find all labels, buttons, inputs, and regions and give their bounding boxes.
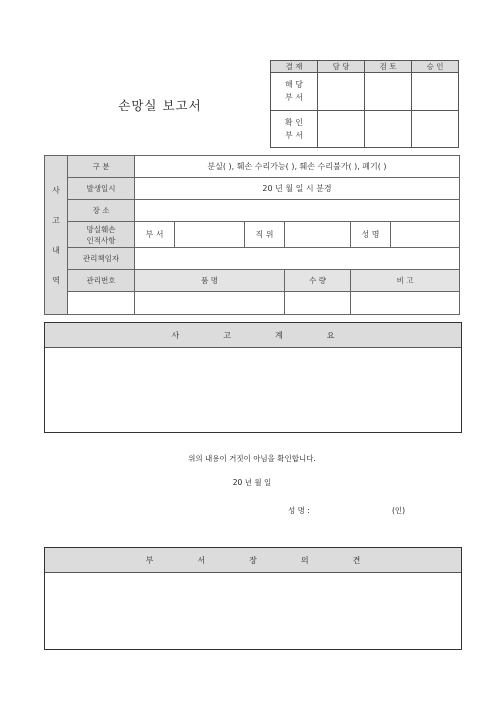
- approval-sign-cell[interactable]: [412, 73, 459, 111]
- approval-table: [270, 60, 459, 148]
- summary-header-char: 계: [275, 330, 283, 340]
- approval-sign-cell[interactable]: [365, 110, 412, 148]
- type-value[interactable]: 분실( ), 훼손 수리가능( ), 훼손 수리불가( ), 폐기( ): [135, 156, 460, 178]
- opinion-box: [44, 547, 462, 650]
- approval-row-label: [271, 110, 318, 148]
- incident-person-row: [45, 222, 460, 248]
- opinion-header: [45, 548, 461, 573]
- approval-header-cell: 담 당: [318, 61, 365, 73]
- approval-label-line: 부 서: [285, 93, 303, 103]
- approval-sign-cell[interactable]: [412, 110, 459, 148]
- place-field[interactable]: [135, 200, 460, 222]
- incident-side-label: [45, 156, 68, 315]
- person-label: [68, 222, 135, 248]
- approval-header-cell: 승 인: [412, 61, 459, 73]
- position-field[interactable]: [285, 222, 351, 248]
- summary-header-char: 요: [326, 330, 335, 340]
- name-field[interactable]: [391, 222, 460, 248]
- incident-date-row: [45, 178, 460, 200]
- approval-header-cell: 결 재: [271, 61, 318, 73]
- incident-manager-row: [45, 248, 460, 270]
- approval-sign-cell[interactable]: [318, 73, 365, 111]
- item-row: [45, 292, 460, 315]
- item-header-cell: 관리번호: [68, 270, 135, 292]
- item-header-cell: 품 명: [135, 270, 285, 292]
- opinion-header-char: 견: [352, 555, 361, 565]
- opinion-body[interactable]: [45, 573, 461, 648]
- side-char: 사: [52, 185, 60, 195]
- approval-label-line: 확 인: [285, 117, 303, 127]
- dept-field[interactable]: [175, 222, 245, 248]
- item-note-field[interactable]: [351, 292, 460, 315]
- approval-header-row: [271, 61, 459, 73]
- approval-label-line: 부 서: [285, 130, 303, 140]
- item-header-cell: 비 고: [351, 270, 460, 292]
- type-label: 구 분: [68, 156, 135, 178]
- date-label: 발생일시: [68, 178, 135, 200]
- side-char: 내: [52, 245, 60, 255]
- person-label-line: 인적사항: [86, 235, 116, 245]
- approval-sign-cell[interactable]: [365, 73, 412, 111]
- manager-field[interactable]: [135, 248, 460, 270]
- sign-label: 성 명 :: [288, 506, 310, 515]
- name-label: 성 명: [351, 222, 391, 248]
- item-qty-field[interactable]: [285, 292, 351, 315]
- summary-body[interactable]: [45, 348, 461, 431]
- seal-mark[interactable]: (인): [392, 506, 406, 515]
- approval-row: [271, 110, 459, 148]
- person-label-line: 망실훼손: [86, 224, 116, 234]
- approval-label-line: 해 당: [285, 80, 303, 90]
- opinion-header-char: 부: [145, 555, 154, 565]
- item-number-field[interactable]: [68, 292, 135, 315]
- side-char: 역: [52, 275, 60, 285]
- approval-row-label: [271, 73, 318, 111]
- confirm-statement: 위의 내용이 거짓이 아님을 확인합니다.: [188, 454, 316, 463]
- summary-box: [44, 322, 462, 433]
- approval-header-cell: 검 토: [365, 61, 412, 73]
- incident-type-row: [45, 156, 460, 178]
- document-title: 손망실 보고서: [118, 98, 202, 113]
- confirm-date: 20 년 월 일: [232, 478, 272, 487]
- approval-sign-cell[interactable]: [318, 110, 365, 148]
- opinion-header-char: 의: [300, 555, 309, 565]
- item-name-field[interactable]: [135, 292, 285, 315]
- date-value[interactable]: 20 년 월 일 시 분경: [135, 178, 460, 200]
- side-char: 고: [52, 215, 60, 225]
- dept-label: 부 서: [135, 222, 175, 248]
- position-label: 직 위: [245, 222, 285, 248]
- item-header-row: [45, 270, 460, 292]
- opinion-header-char: 장: [249, 555, 257, 565]
- manager-label: 관리책임자: [68, 248, 135, 270]
- summary-header-char: 고: [223, 330, 231, 340]
- item-header-cell: 수 량: [285, 270, 351, 292]
- approval-row: [271, 73, 459, 111]
- incident-table: [44, 155, 460, 315]
- summary-header: [45, 323, 461, 348]
- summary-header-char: 사: [171, 330, 180, 340]
- opinion-header-char: 서: [197, 555, 206, 565]
- place-label: 장 소: [68, 200, 135, 222]
- incident-place-row: [45, 200, 460, 222]
